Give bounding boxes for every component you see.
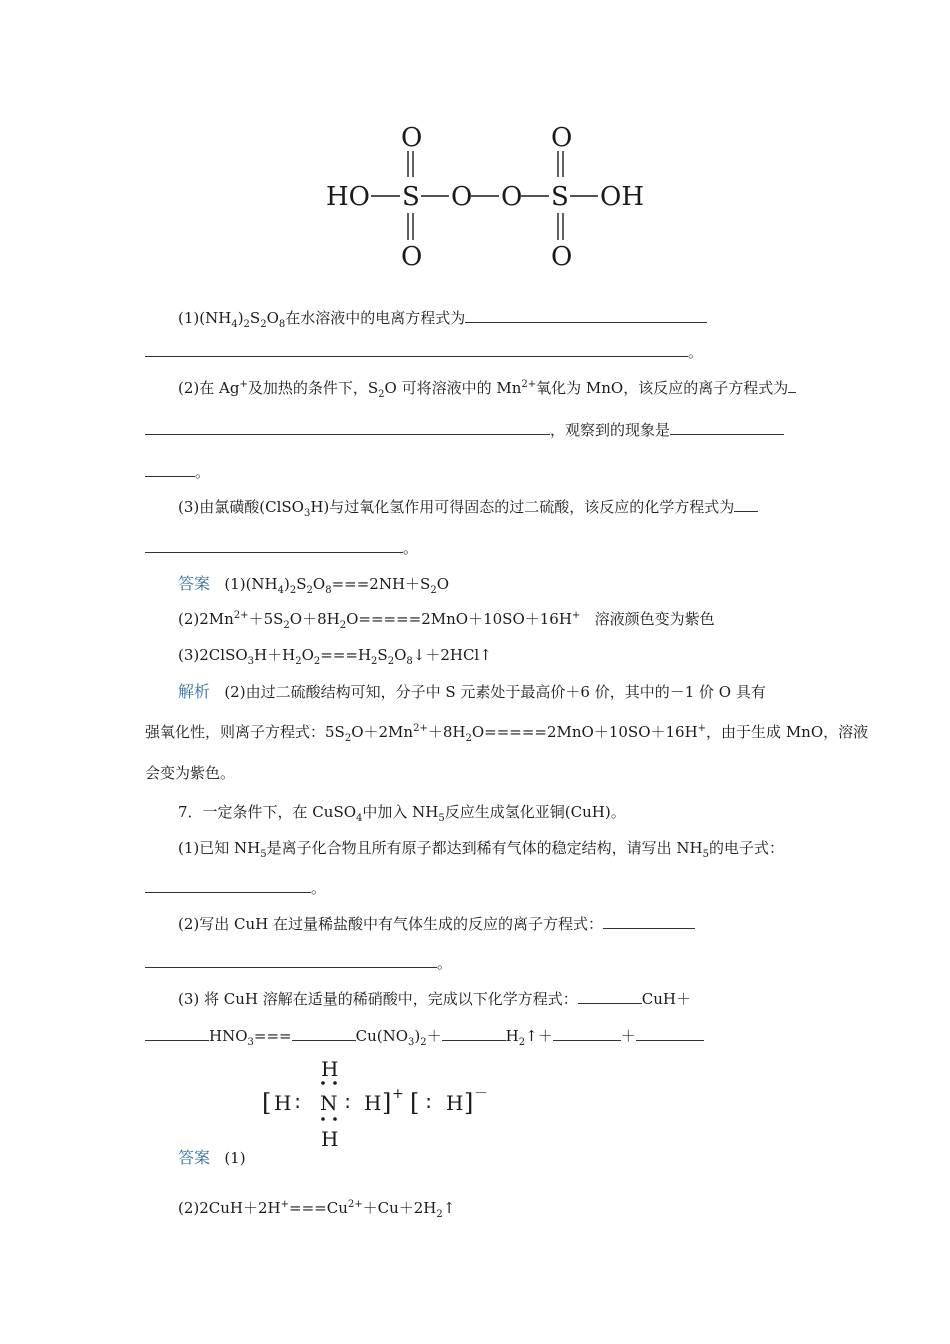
q6-part3-line1: (3)由氯磺酸(ClSO$_3$H)与过氧化氢作用可得固态的过二硫酸，该反应的化学方程式为 xyxy=(178,497,758,517)
lewis-left-pair: ∶ xyxy=(295,1091,301,1115)
answer-blank[interactable] xyxy=(145,420,550,435)
q6-part2-line2: ，观察到的现象是 xyxy=(145,420,784,440)
answer-blank[interactable] xyxy=(636,1026,704,1041)
lewis-right-pair: ∶ xyxy=(345,1091,351,1115)
answer-blank[interactable] xyxy=(442,1026,506,1041)
oxygen-bridge-2: O xyxy=(501,182,523,212)
lewis-center-n: N xyxy=(320,1091,338,1115)
q6-answer-line2: $(2)2Mn^{2+}+5S_2O+8H_2O=====2MnO+10SO+16H^+$ 溶液颜色变为紫色 xyxy=(178,610,715,631)
answer-blank[interactable] xyxy=(145,1026,209,1041)
q6-answer-line3: $(3)2ClSO_3H+H_2O_2===H_2S_2O_8↓+2HCl↑$ xyxy=(178,646,492,667)
lewis-hydride-h: H xyxy=(446,1091,464,1115)
lewis-dot-top-b xyxy=(333,1081,337,1085)
oxygen-top-right: O xyxy=(551,123,573,153)
q6-part1-line1: $(1)(NH_4)_2S_2O_8$在水溶液中的电离方程式为 xyxy=(178,308,707,328)
answer-blank[interactable] xyxy=(465,308,707,323)
answer-blank[interactable] xyxy=(734,497,758,512)
q7-part2-line1: (2)写出 CuH 在过量稀盐酸中有气体生成的反应的离子方程式： xyxy=(178,914,695,934)
q6-analysis-line1: 解析 (2)由过二硫酸结构可知，分子中 S 元素处于最高价＋6 价，其中的－1 价 O 具有 xyxy=(178,682,766,701)
analysis-label: 解析 xyxy=(178,682,211,701)
answer-blank[interactable] xyxy=(145,342,688,357)
q6-analysis-line2: 强氧化性，则离子方程式：$5S_2O+2Mn^{2+}+8H_2O=====2MnO+10SO+16H^+$，由于生成 MnO，溶液 xyxy=(145,723,869,744)
lewis-right-h: H xyxy=(364,1091,382,1115)
answer-blank[interactable] xyxy=(788,378,796,393)
q6-part2-line1: (2)在 Ag+及加热的条件下，$S_2O$ 可将溶液中的 $Mn^{2+}$氧化为 MnO，该反应的离子方程式为 xyxy=(178,378,796,398)
answer-blank[interactable] xyxy=(578,989,642,1004)
q6-part3-line2: 。 xyxy=(145,538,418,558)
answer-label: 答案 xyxy=(178,1148,211,1167)
answer-blank[interactable] xyxy=(145,462,195,477)
oxygen-bottom-left: O xyxy=(401,242,423,272)
nh5-lewis-structure xyxy=(258,1056,508,1156)
q6-part2-line3: 。 xyxy=(145,462,210,482)
right-hydroxyl: OH xyxy=(600,182,644,212)
lewis-hydride-pair: ∶ xyxy=(426,1091,432,1115)
oxygen-bottom-right: O xyxy=(551,242,573,272)
oxygen-top-left: O xyxy=(401,123,423,153)
answer-blank[interactable] xyxy=(553,1026,621,1041)
oxygen-bridge-1: O xyxy=(451,182,473,212)
lewis-dot-top-a xyxy=(321,1081,325,1085)
lewis-hydride-right-bracket: ] xyxy=(464,1089,474,1117)
q7-part3-line1: (3) 将 CuH 溶解在适量的稀硝酸中，完成以下化学方程式： CuH＋ xyxy=(178,990,692,1008)
answer-blank[interactable] xyxy=(670,420,784,435)
answer-blank[interactable] xyxy=(145,953,437,968)
q6-answer-line1: 答案 $(1)(NH_4)_2S_2O_8===2NH+S_2O$ xyxy=(178,574,450,596)
lewis-right-bracket: ] xyxy=(382,1089,392,1117)
answer-blank[interactable] xyxy=(145,538,403,553)
answer-label: 答案 xyxy=(178,574,211,593)
q7-part1-line2: 。 xyxy=(145,878,326,898)
answer-blank[interactable] xyxy=(145,878,311,893)
lewis-dot-bottom-b xyxy=(333,1117,337,1121)
left-hydroxyl: HO xyxy=(326,182,370,212)
lewis-ammonium-charge: + xyxy=(392,1086,404,1102)
sulfur-right: S xyxy=(551,182,569,212)
q7-answer-line1: 答案 (1) xyxy=(178,1148,246,1167)
q7-part1-line1: (1)已知 $NH_5$是离子化合物且所有原子都达到稀有气体的稳定结构，请写出 $NH_5$的电子式： xyxy=(178,839,784,860)
peroxodisulfuric-acid-structure xyxy=(318,118,658,278)
lewis-top-h: H xyxy=(321,1057,339,1081)
answer-blank[interactable] xyxy=(292,1026,356,1041)
lewis-dot-bottom-a xyxy=(321,1117,325,1121)
q7-answer-line2: $(2)2CuH+2H^+===Cu^{2+}+Cu+2H_2↑$ xyxy=(178,1199,456,1220)
lewis-left-h: H xyxy=(274,1091,292,1115)
q6-part1-line2: 。 xyxy=(145,342,703,362)
sulfur-left: S xyxy=(402,182,420,212)
lewis-hydride-left-bracket: [ xyxy=(410,1089,420,1117)
lewis-left-bracket: [ xyxy=(262,1089,272,1117)
lewis-bottom-h: H xyxy=(321,1127,339,1151)
q7-stem: 7．一定条件下，在 CuSO$_4$中加入 $NH_5$反应生成氢化亚铜(CuH)。 xyxy=(178,803,626,824)
lewis-hydride-charge: － xyxy=(474,1086,488,1102)
q6-analysis-line3: 会变为紫色。 xyxy=(145,764,236,782)
answer-blank[interactable] xyxy=(603,914,695,929)
q7-part2-line2: 。 xyxy=(145,953,452,973)
q7-part3-line2: $HNO_3=== Cu(NO_3)_2+$ $H_2↑+$ ＋ xyxy=(145,1026,704,1046)
